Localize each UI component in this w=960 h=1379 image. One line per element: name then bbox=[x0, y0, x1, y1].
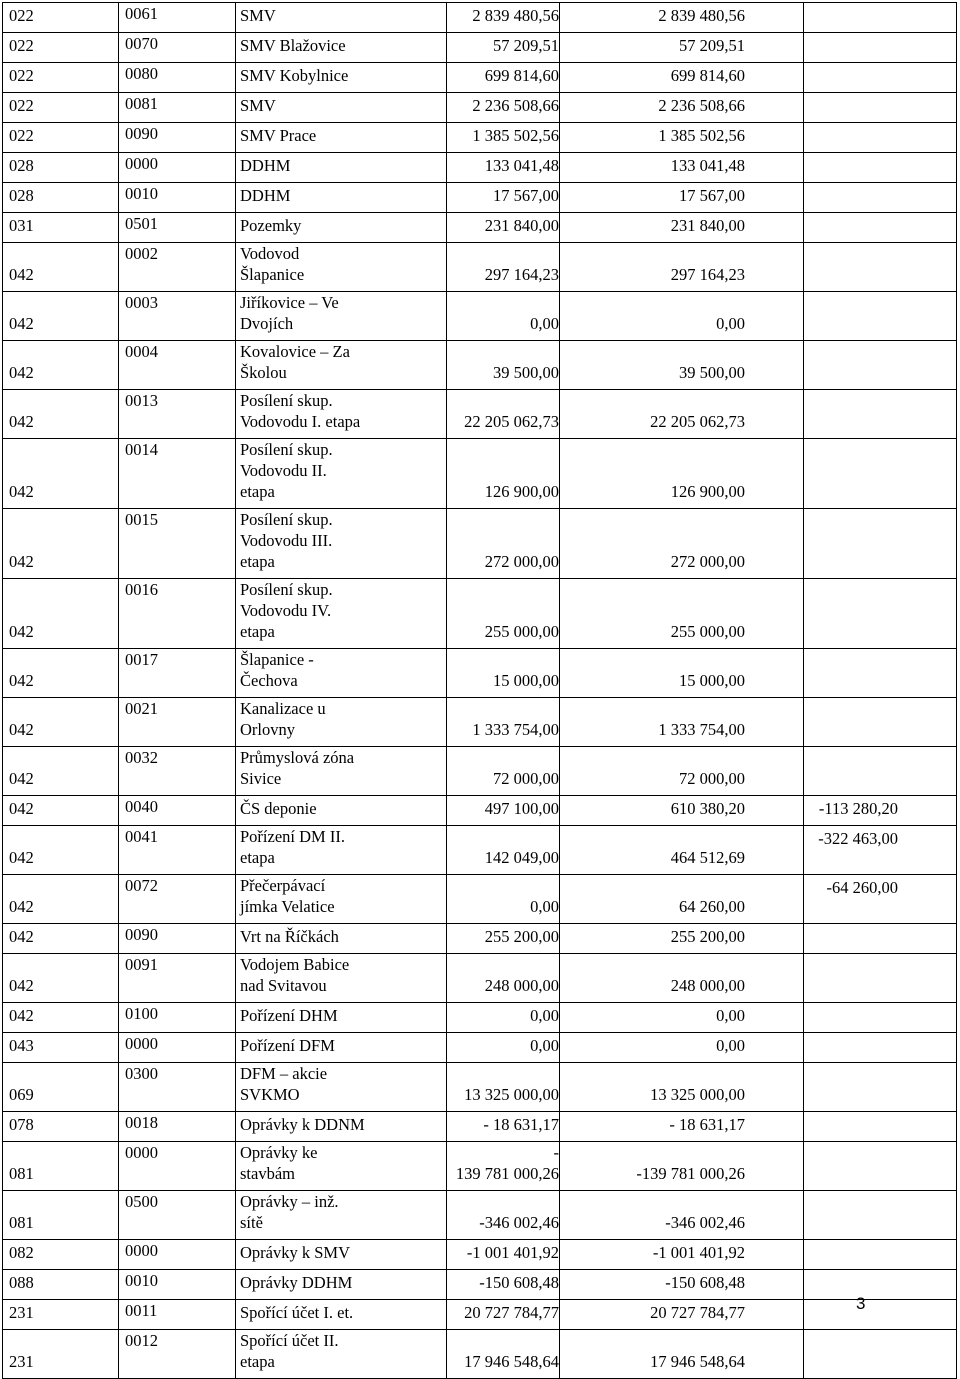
table-row bbox=[3, 1330, 957, 1379]
cell-item: 0091 bbox=[119, 954, 236, 1003]
cell-item: 0500 bbox=[119, 1191, 236, 1240]
cell-account: 042 bbox=[3, 341, 119, 390]
cell-item: 0000 bbox=[119, 153, 236, 183]
cell-name-line: ČS deponie bbox=[240, 799, 317, 818]
cell-name bbox=[236, 33, 447, 63]
cell-item: 0014 bbox=[119, 439, 236, 509]
cell-account: 042 bbox=[3, 796, 119, 826]
cell-difference bbox=[804, 747, 957, 796]
cell-name-line: SMV bbox=[240, 6, 276, 25]
cell-value-a: -346 002,46 bbox=[447, 1191, 560, 1240]
cell-name bbox=[236, 153, 447, 183]
cell-name bbox=[236, 292, 447, 341]
cell-name-line: Vodovodu II. bbox=[240, 461, 327, 480]
cell-account: 042 bbox=[3, 649, 119, 698]
cell-name-line: jímka Velatice bbox=[240, 897, 335, 916]
cell-name bbox=[236, 579, 447, 649]
cell-name bbox=[236, 341, 447, 390]
table-row bbox=[3, 341, 957, 390]
cell-name-line: Vodovodu III. bbox=[240, 531, 333, 550]
table-row bbox=[3, 698, 957, 747]
cell-name-line: DDHM bbox=[240, 186, 291, 205]
cell-value-b: -1 001 401,92 bbox=[560, 1240, 804, 1270]
cell-item: 0032 bbox=[119, 747, 236, 796]
cell-account: 022 bbox=[3, 33, 119, 63]
cell-name bbox=[236, 875, 447, 924]
cell-value-b: 1 385 502,56 bbox=[560, 123, 804, 153]
cell-value-a: - 139 781 000,26 bbox=[447, 1142, 560, 1191]
cell-difference bbox=[804, 1330, 957, 1379]
cell-difference: -64 260,00 bbox=[804, 875, 957, 924]
cell-item: 0081 bbox=[119, 93, 236, 123]
cell-item: 0100 bbox=[119, 1003, 236, 1033]
cell-name-line: Vodojem Babice bbox=[240, 955, 350, 974]
cell-value-a: -1 001 401,92 bbox=[447, 1240, 560, 1270]
cell-name bbox=[236, 123, 447, 153]
cell-difference bbox=[804, 579, 957, 649]
cell-name-line: etapa bbox=[240, 622, 275, 641]
cell-account: 042 bbox=[3, 579, 119, 649]
cell-account: 069 bbox=[3, 1063, 119, 1112]
table-row bbox=[3, 649, 957, 698]
cell-item: 0000 bbox=[119, 1033, 236, 1063]
cell-value-b: 22 205 062,73 bbox=[560, 390, 804, 439]
cell-name-line: stavbám bbox=[240, 1164, 295, 1183]
cell-name bbox=[236, 747, 447, 796]
cell-difference bbox=[804, 698, 957, 747]
cell-name-line: Školou bbox=[240, 363, 287, 382]
cell-name bbox=[236, 1270, 447, 1300]
cell-name-line: DFM – akcie bbox=[240, 1064, 328, 1083]
cell-account: 082 bbox=[3, 1240, 119, 1270]
cell-name-line: Průmyslová zóna bbox=[240, 748, 355, 767]
cell-account: 042 bbox=[3, 954, 119, 1003]
cell-item: 0013 bbox=[119, 390, 236, 439]
table-row bbox=[3, 93, 957, 123]
cell-name-line: Pořízení DHM bbox=[240, 1006, 338, 1025]
cell-difference bbox=[804, 341, 957, 390]
cell-value-a: 699 814,60 bbox=[447, 63, 560, 93]
cell-value-a: 248 000,00 bbox=[447, 954, 560, 1003]
cell-value-a: 17 567,00 bbox=[447, 183, 560, 213]
cell-name-line: Jiříkovice – Ve bbox=[240, 293, 339, 312]
cell-value-a: 255 200,00 bbox=[447, 924, 560, 954]
cell-difference bbox=[804, 93, 957, 123]
cell-name-line: SVKMO bbox=[240, 1085, 300, 1104]
cell-difference bbox=[804, 1142, 957, 1191]
cell-value-b: 297 164,23 bbox=[560, 243, 804, 292]
cell-value-a: 255 000,00 bbox=[447, 579, 560, 649]
cell-account: 042 bbox=[3, 875, 119, 924]
cell-name-line: Oprávky ke bbox=[240, 1143, 318, 1162]
cell-account: 081 bbox=[3, 1191, 119, 1240]
table-row bbox=[3, 1112, 957, 1142]
cell-value-a: 0,00 bbox=[447, 1003, 560, 1033]
cell-value-b: 17 567,00 bbox=[560, 183, 804, 213]
cell-value-b: 1 333 754,00 bbox=[560, 698, 804, 747]
cell-value-a: 39 500,00 bbox=[447, 341, 560, 390]
cell-value-a: 497 100,00 bbox=[447, 796, 560, 826]
cell-name-line: Čechova bbox=[240, 671, 298, 690]
cell-name-line: Šlapanice bbox=[240, 265, 305, 284]
cell-value-b: 126 900,00 bbox=[560, 439, 804, 509]
cell-name-line: Pořízení DFM bbox=[240, 1036, 335, 1055]
cell-value-a: 15 000,00 bbox=[447, 649, 560, 698]
cell-name bbox=[236, 1191, 447, 1240]
cell-difference bbox=[804, 649, 957, 698]
cell-difference: -113 280,20 bbox=[804, 796, 957, 826]
cell-item: 0002 bbox=[119, 243, 236, 292]
cell-difference bbox=[804, 33, 957, 63]
table-row bbox=[3, 439, 957, 509]
page-number: 3 bbox=[856, 1294, 866, 1313]
cell-difference bbox=[804, 123, 957, 153]
cell-account: 042 bbox=[3, 1003, 119, 1033]
cell-name-line: Přečerpávací bbox=[240, 876, 326, 895]
cell-value-a: 2 236 508,66 bbox=[447, 93, 560, 123]
cell-value-a: 1 385 502,56 bbox=[447, 123, 560, 153]
cell-account: 022 bbox=[3, 93, 119, 123]
cell-name bbox=[236, 1033, 447, 1063]
cell-difference bbox=[804, 1270, 957, 1300]
cell-name-line: Dvojích bbox=[240, 314, 294, 333]
table-row bbox=[3, 390, 957, 439]
cell-value-b: 57 209,51 bbox=[560, 33, 804, 63]
cell-account: 031 bbox=[3, 213, 119, 243]
cell-item: 0000 bbox=[119, 1240, 236, 1270]
cell-value-a: 142 049,00 bbox=[447, 826, 560, 875]
cell-item: 0090 bbox=[119, 924, 236, 954]
cell-value-b: 464 512,69 bbox=[560, 826, 804, 875]
cell-name-line: etapa bbox=[240, 1352, 275, 1371]
cell-name bbox=[236, 243, 447, 292]
table-row bbox=[3, 292, 957, 341]
cell-difference bbox=[804, 3, 957, 33]
cell-value-a: 20 727 784,77 bbox=[447, 1300, 560, 1330]
cell-value-a: 2 839 480,56 bbox=[447, 3, 560, 33]
cell-name-line: DDHM bbox=[240, 156, 291, 175]
cell-name bbox=[236, 1063, 447, 1112]
cell-item: 0300 bbox=[119, 1063, 236, 1112]
cell-name-line: Oprávky DDHM bbox=[240, 1273, 353, 1292]
cell-value-b: 20 727 784,77 bbox=[560, 1300, 804, 1330]
cell-value-b: 64 260,00 bbox=[560, 875, 804, 924]
cell-account: 028 bbox=[3, 153, 119, 183]
cell-account: 043 bbox=[3, 1033, 119, 1063]
cell-account: 042 bbox=[3, 243, 119, 292]
cell-value-b: 133 041,48 bbox=[560, 153, 804, 183]
cell-name bbox=[236, 183, 447, 213]
cell-difference bbox=[804, 243, 957, 292]
cell-difference bbox=[804, 439, 957, 509]
cell-name-line: Posílení skup. bbox=[240, 391, 333, 410]
cell-name-line: SMV bbox=[240, 96, 276, 115]
cell-value-b: 0,00 bbox=[560, 1003, 804, 1033]
accounts-table bbox=[2, 2, 957, 1379]
cell-item: 0018 bbox=[119, 1112, 236, 1142]
cell-item: 0080 bbox=[119, 63, 236, 93]
cell-name-line: Šlapanice - bbox=[240, 650, 314, 669]
cell-name-line: Vodovod bbox=[240, 244, 300, 263]
cell-item: 0003 bbox=[119, 292, 236, 341]
cell-name-line: sítě bbox=[240, 1213, 263, 1232]
cell-difference bbox=[804, 954, 957, 1003]
cell-name-line: etapa bbox=[240, 552, 275, 571]
cell-account: 042 bbox=[3, 390, 119, 439]
cell-value-a: - 18 631,17 bbox=[447, 1112, 560, 1142]
cell-name bbox=[236, 1112, 447, 1142]
cell-value-a: 22 205 062,73 bbox=[447, 390, 560, 439]
cell-item: 0010 bbox=[119, 183, 236, 213]
cell-difference bbox=[804, 390, 957, 439]
cell-item: 0090 bbox=[119, 123, 236, 153]
cell-item: 0012 bbox=[119, 1330, 236, 1379]
cell-name-line: Pořízení DM II. bbox=[240, 827, 345, 846]
cell-name bbox=[236, 698, 447, 747]
cell-difference bbox=[804, 292, 957, 341]
cell-value-a: 0,00 bbox=[447, 1033, 560, 1063]
table-row bbox=[3, 1270, 957, 1300]
cell-name-line: Pozemky bbox=[240, 216, 302, 235]
cell-value-b: 2 839 480,56 bbox=[560, 3, 804, 33]
cell-value-b: 248 000,00 bbox=[560, 954, 804, 1003]
cell-difference bbox=[804, 1191, 957, 1240]
cell-value-a: -150 608,48 bbox=[447, 1270, 560, 1300]
cell-value-a: 126 900,00 bbox=[447, 439, 560, 509]
cell-difference bbox=[804, 63, 957, 93]
table-row bbox=[3, 924, 957, 954]
cell-value-b: 255 000,00 bbox=[560, 579, 804, 649]
cell-account: 042 bbox=[3, 292, 119, 341]
cell-name-line: Spořící účet I. et. bbox=[240, 1303, 354, 1322]
cell-value-a: 57 209,51 bbox=[447, 33, 560, 63]
cell-account: 078 bbox=[3, 1112, 119, 1142]
cell-name-line: nad Svitavou bbox=[240, 976, 327, 995]
cell-name bbox=[236, 1240, 447, 1270]
cell-account: 022 bbox=[3, 123, 119, 153]
cell-name-line: SMV Kobylnice bbox=[240, 66, 349, 85]
table-row bbox=[3, 243, 957, 292]
cell-name-line: etapa bbox=[240, 482, 275, 501]
cell-name-line: SMV Prace bbox=[240, 126, 317, 145]
cell-name bbox=[236, 796, 447, 826]
cell-name bbox=[236, 924, 447, 954]
cell-value-b: 13 325 000,00 bbox=[560, 1063, 804, 1112]
cell-item: 0017 bbox=[119, 649, 236, 698]
cell-value-b: -139 781 000,26 bbox=[560, 1142, 804, 1191]
cell-value-a: 272 000,00 bbox=[447, 509, 560, 579]
table-row bbox=[3, 1142, 957, 1191]
cell-difference bbox=[804, 924, 957, 954]
cell-name bbox=[236, 1003, 447, 1033]
cell-difference: -322 463,00 bbox=[804, 826, 957, 875]
table-row bbox=[3, 875, 957, 924]
cell-value-b: 231 840,00 bbox=[560, 213, 804, 243]
cell-name bbox=[236, 1330, 447, 1379]
cell-account: 028 bbox=[3, 183, 119, 213]
cell-account: 042 bbox=[3, 698, 119, 747]
cell-difference bbox=[804, 213, 957, 243]
cell-value-b: 2 236 508,66 bbox=[560, 93, 804, 123]
cell-name bbox=[236, 954, 447, 1003]
cell-item: 0501 bbox=[119, 213, 236, 243]
cell-account: 042 bbox=[3, 826, 119, 875]
cell-name-line: Vodovodu IV. bbox=[240, 601, 332, 620]
table-row bbox=[3, 1003, 957, 1033]
cell-difference bbox=[804, 1033, 957, 1063]
cell-value-a: 133 041,48 bbox=[447, 153, 560, 183]
table-row bbox=[3, 1191, 957, 1240]
table-row bbox=[3, 1033, 957, 1063]
cell-name bbox=[236, 509, 447, 579]
cell-name-line: Kovalovice – Za bbox=[240, 342, 350, 361]
cell-value-a: 0,00 bbox=[447, 875, 560, 924]
table-row bbox=[3, 954, 957, 1003]
table-row bbox=[3, 579, 957, 649]
cell-name-line: Posílení skup. bbox=[240, 440, 333, 459]
cell-value-a: 17 946 548,64 bbox=[447, 1330, 560, 1379]
cell-name bbox=[236, 63, 447, 93]
cell-item: 0004 bbox=[119, 341, 236, 390]
cell-name-line: Oprávky k SMV bbox=[240, 1243, 350, 1262]
cell-name bbox=[236, 3, 447, 33]
cell-difference bbox=[804, 509, 957, 579]
cell-item: 0000 bbox=[119, 1142, 236, 1191]
cell-name-line: Posílení skup. bbox=[240, 510, 333, 529]
cell-name bbox=[236, 649, 447, 698]
cell-name bbox=[236, 390, 447, 439]
cell-value-b: 0,00 bbox=[560, 292, 804, 341]
cell-name-line: Oprávky – inž. bbox=[240, 1192, 339, 1211]
cell-difference bbox=[804, 183, 957, 213]
cell-name-line: Orlovny bbox=[240, 720, 295, 739]
cell-account: 042 bbox=[3, 509, 119, 579]
cell-name bbox=[236, 1142, 447, 1191]
cell-item: 0010 bbox=[119, 1270, 236, 1300]
cell-account: 042 bbox=[3, 439, 119, 509]
cell-name bbox=[236, 826, 447, 875]
cell-account: 022 bbox=[3, 63, 119, 93]
cell-difference bbox=[804, 1063, 957, 1112]
table-row bbox=[3, 63, 957, 93]
table-row bbox=[3, 796, 957, 826]
table-row bbox=[3, 213, 957, 243]
cell-value-a: 297 164,23 bbox=[447, 243, 560, 292]
cell-value-b: - 18 631,17 bbox=[560, 1112, 804, 1142]
cell-value-b: 15 000,00 bbox=[560, 649, 804, 698]
cell-value-a: 72 000,00 bbox=[447, 747, 560, 796]
cell-value-b: 72 000,00 bbox=[560, 747, 804, 796]
cell-value-b: 610 380,20 bbox=[560, 796, 804, 826]
cell-value-b: 255 200,00 bbox=[560, 924, 804, 954]
cell-item: 0070 bbox=[119, 33, 236, 63]
table-row bbox=[3, 826, 957, 875]
cell-account: 042 bbox=[3, 747, 119, 796]
cell-account: 231 bbox=[3, 1330, 119, 1379]
cell-name bbox=[236, 93, 447, 123]
cell-account: 231 bbox=[3, 1300, 119, 1330]
cell-value-b: 17 946 548,64 bbox=[560, 1330, 804, 1379]
cell-name-line: Vodovodu I. etapa bbox=[240, 412, 361, 431]
table-row bbox=[3, 509, 957, 579]
cell-value-b: 272 000,00 bbox=[560, 509, 804, 579]
cell-value-a: 1 333 754,00 bbox=[447, 698, 560, 747]
cell-name bbox=[236, 1300, 447, 1330]
cell-value-a: 13 325 000,00 bbox=[447, 1063, 560, 1112]
cell-difference bbox=[804, 1003, 957, 1033]
cell-name-line: etapa bbox=[240, 848, 275, 867]
cell-item: 0015 bbox=[119, 509, 236, 579]
cell-name bbox=[236, 213, 447, 243]
table-row bbox=[3, 1240, 957, 1270]
accounts-table-body bbox=[3, 3, 957, 1379]
cell-account: 088 bbox=[3, 1270, 119, 1300]
cell-name-line: Kanalizace u bbox=[240, 699, 326, 718]
cell-item: 0061 bbox=[119, 3, 236, 33]
cell-value-a: 231 840,00 bbox=[447, 213, 560, 243]
cell-name-line: Sivice bbox=[240, 769, 282, 788]
cell-value-b: 39 500,00 bbox=[560, 341, 804, 390]
cell-name-line: Posílení skup. bbox=[240, 580, 333, 599]
table-row bbox=[3, 33, 957, 63]
cell-difference bbox=[804, 1240, 957, 1270]
cell-item: 0021 bbox=[119, 698, 236, 747]
cell-value-b: 0,00 bbox=[560, 1033, 804, 1063]
cell-value-b: -346 002,46 bbox=[560, 1191, 804, 1240]
cell-name-line: Oprávky k DDNM bbox=[240, 1115, 365, 1134]
cell-difference bbox=[804, 1112, 957, 1142]
cell-value-b: -150 608,48 bbox=[560, 1270, 804, 1300]
table-row bbox=[3, 183, 957, 213]
table-row bbox=[3, 153, 957, 183]
cell-name-line: SMV Blažovice bbox=[240, 36, 346, 55]
cell-difference bbox=[804, 1300, 957, 1330]
table-row bbox=[3, 1063, 957, 1112]
table-row bbox=[3, 123, 957, 153]
cell-value-a: 0,00 bbox=[447, 292, 560, 341]
table-row bbox=[3, 1300, 957, 1330]
cell-difference bbox=[804, 153, 957, 183]
cell-name bbox=[236, 439, 447, 509]
cell-item: 0072 bbox=[119, 875, 236, 924]
cell-value-b: 699 814,60 bbox=[560, 63, 804, 93]
cell-account: 042 bbox=[3, 924, 119, 954]
cell-item: 0016 bbox=[119, 579, 236, 649]
cell-item: 0040 bbox=[119, 796, 236, 826]
cell-name-line: Vrt na Říčkách bbox=[240, 927, 339, 946]
table-row bbox=[3, 3, 957, 33]
cell-name-line: Spořící účet II. bbox=[240, 1331, 339, 1350]
cell-account: 081 bbox=[3, 1142, 119, 1191]
cell-item: 0011 bbox=[119, 1300, 236, 1330]
table-row bbox=[3, 747, 957, 796]
cell-item: 0041 bbox=[119, 826, 236, 875]
cell-account: 022 bbox=[3, 3, 119, 33]
